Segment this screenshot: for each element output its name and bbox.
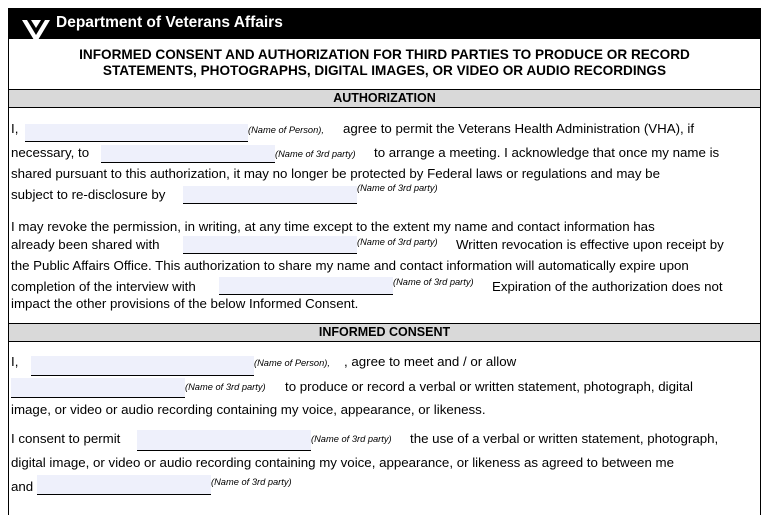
- auth-p1-line4-start: subject to re-disclosure by: [11, 187, 166, 202]
- consent-person-name-field[interactable]: [31, 356, 254, 376]
- consent-third-party-field-3[interactable]: [37, 475, 211, 495]
- form-header: [8, 8, 761, 39]
- auth-p2-line4-start: completion of the interview with: [11, 279, 196, 294]
- auth-person-name-field[interactable]: [25, 124, 248, 142]
- auth-third-party-field-4[interactable]: [219, 277, 393, 295]
- auth-p2-line4-text: Expiration of the authorization does not: [492, 279, 723, 294]
- consent-third-party-tag-1: (Name of 3rd party): [185, 382, 266, 392]
- consent-p2-line2-text: digital image, or video or audio recording containing my voice, appearance, or likeness as agreed to between me: [11, 455, 675, 470]
- auth-person-name-tag: (Name of Person),: [248, 125, 324, 135]
- auth-p2-line5-text: impact the other provisions of the below Informed Consent.: [11, 296, 359, 311]
- department-name: Department of Veterans Affairs: [56, 14, 283, 31]
- consent-third-party-field-1[interactable]: [11, 378, 185, 398]
- consent-third-party-field-2[interactable]: [137, 430, 311, 451]
- consent-heading: INFORMED CONSENT: [9, 323, 760, 342]
- auth-p2-line3-text: the Public Affairs Office. This authorization to share my name and contact information will automatically expire upon: [11, 258, 689, 273]
- consent-p1-line1-text: , agree to meet and / or allow: [344, 354, 517, 369]
- form-title: [8, 47, 761, 79]
- auth-third-party-tag-1: (Name of 3rd party): [275, 149, 356, 159]
- auth-p1-line1-text: agree to permit the Veterans Health Administration (VHA), if: [343, 121, 695, 136]
- auth-p2-line1-text: I may revoke the permission, in writing, at any time except to the extent my name and contact information has: [11, 219, 655, 234]
- auth-third-party-tag-2: (Name of 3rd party): [357, 183, 438, 193]
- va-logo-icon: [21, 19, 51, 41]
- consent-p2-line3-start: and: [11, 479, 34, 494]
- auth-p2-line2-start: already been shared with: [11, 237, 160, 252]
- auth-p1-line2-start: necessary, to: [11, 145, 90, 160]
- auth-p2-line2-text: Written revocation is effective upon receipt by: [456, 237, 724, 252]
- authorization-heading: AUTHORIZATION: [9, 89, 760, 108]
- auth-third-party-field-1[interactable]: [101, 145, 275, 163]
- consent-i-label: I,: [11, 354, 19, 369]
- auth-third-party-tag-3: (Name of 3rd party): [357, 237, 438, 247]
- consent-p1-line2-text: to produce or record a verbal or written statement, photograph, digital: [285, 379, 693, 394]
- form-title-line-1: INFORMED CONSENT AND AUTHORIZATION FOR THIRD PARTIES TO PRODUCE OR RECORD: [79, 47, 690, 62]
- form-title-line-2: STATEMENTS, PHOTOGRAPHS, DIGITAL IMAGES, OR VIDEO OR AUDIO RECORDINGS: [102, 63, 667, 78]
- auth-third-party-field-3[interactable]: [183, 236, 357, 254]
- auth-i-label: I,: [11, 121, 19, 136]
- auth-p1-line3-text: shared pursuant to this authorization, it may no longer be protected by Federal laws or regulations and may be: [11, 166, 660, 181]
- consent-p2-line1-start: I consent to permit: [11, 431, 121, 446]
- consent-p1-line3-text: image, or video or audio recording containing my voice, appearance, or likeness.: [11, 402, 486, 417]
- consent-third-party-tag-3: (Name of 3rd party): [211, 477, 292, 487]
- auth-third-party-field-2[interactable]: [183, 186, 357, 204]
- consent-third-party-tag-2: (Name of 3rd party): [311, 434, 392, 444]
- auth-third-party-tag-4: (Name of 3rd party): [393, 277, 474, 287]
- auth-p1-line2-text: to arrange a meeting. I acknowledge that once my name is: [374, 145, 720, 160]
- consent-person-name-tag: (Name of Person),: [254, 358, 330, 368]
- consent-p2-line1-text: the use of a verbal or written statement, photograph,: [410, 431, 719, 446]
